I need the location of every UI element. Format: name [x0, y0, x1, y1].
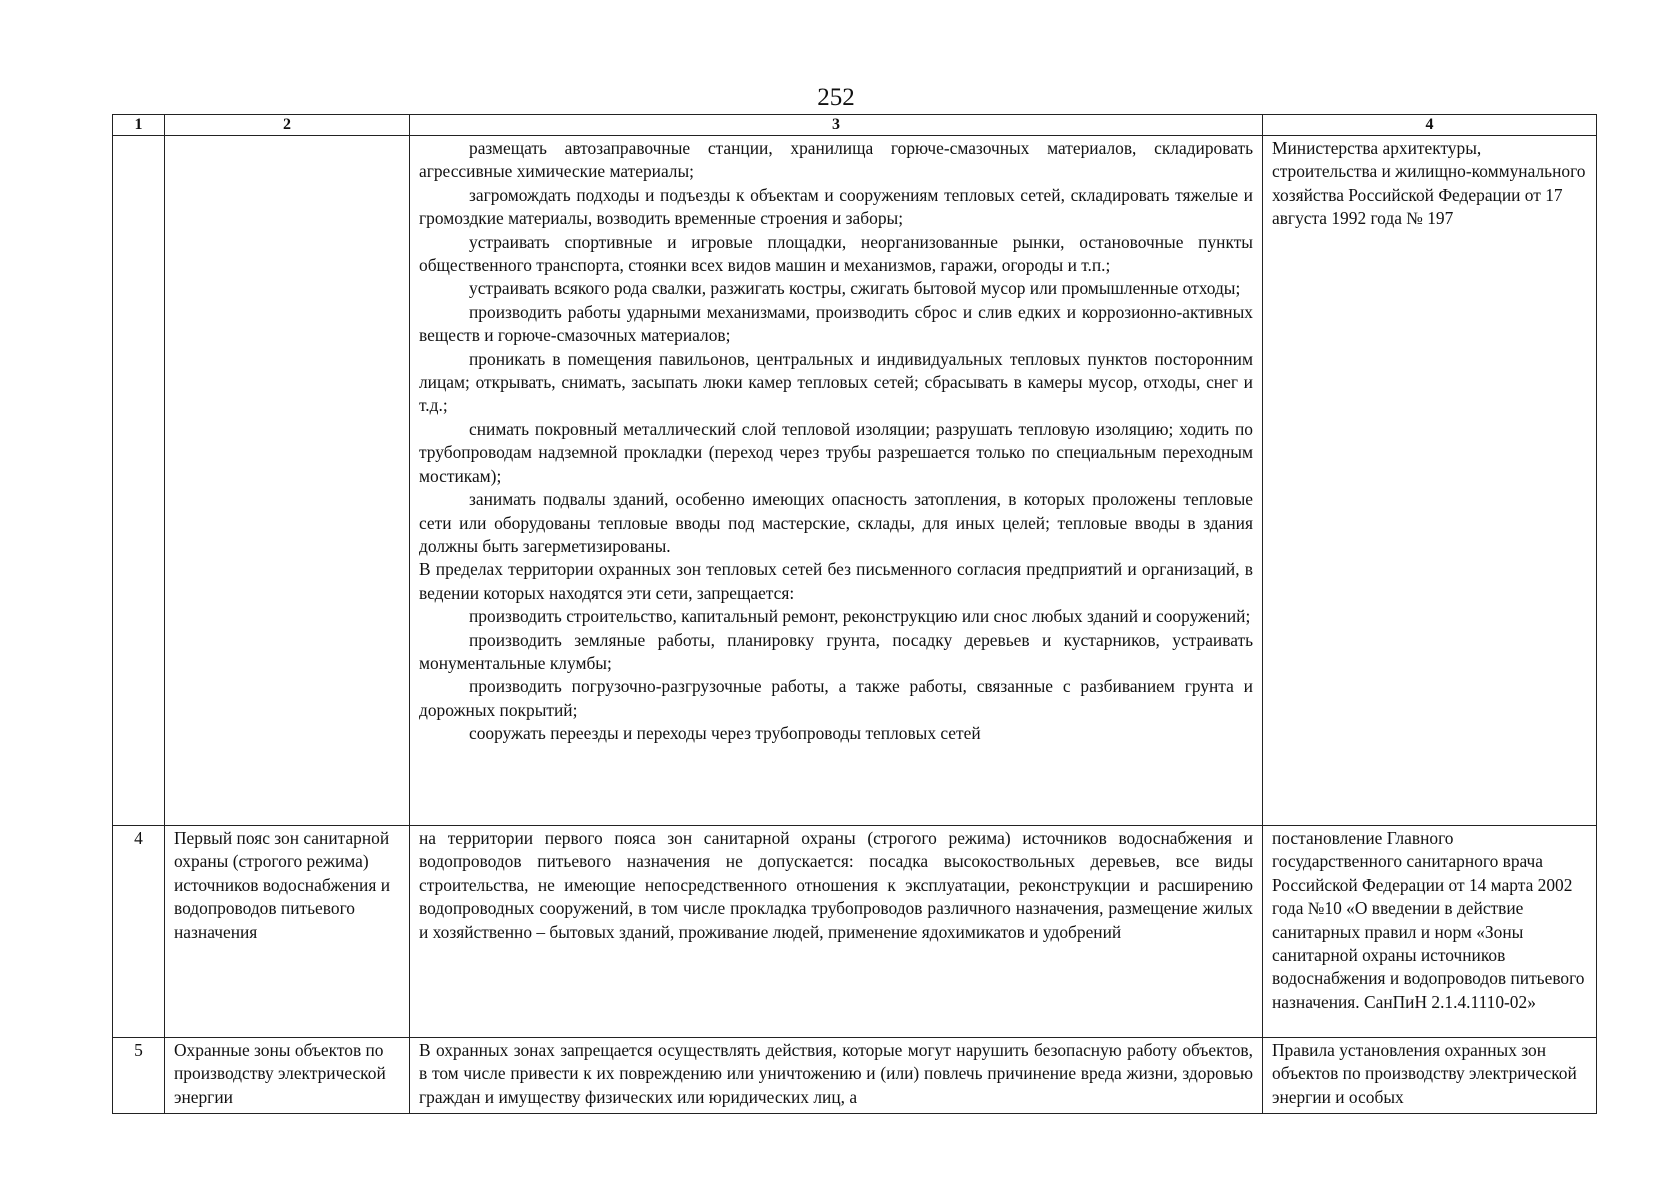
row-number-cell: 5	[113, 1038, 165, 1114]
column-header-1: 1	[113, 115, 165, 136]
zone-name-cell	[165, 1038, 410, 1114]
legal-basis-cell: Министерства архитектуры, строительства и жилищно-коммунального хозяйства Российской Федерации от 17 августа 1992 года № 197	[1263, 136, 1597, 826]
restriction-paragraph: занимать подвалы зданий, особенно имеющих опасность затопления, в которых проложены тепловые сети или оборудованы тепловые вводы под мастерские, склады, для иных целей; тепловые вводы в здания должны быть загерметизированы.	[419, 489, 1253, 556]
restriction-paragraph: В пределах территории охранных зон тепловых сетей без письменного согласия предприятий и организаций, в ведении которых находятся эти сети, запрещается:	[419, 559, 1253, 603]
restrictions-list	[419, 137, 1253, 746]
restriction-paragraph: производить работы ударными механизмами, производить сброс и слив едких и коррозионно-активных веществ и горюче-смазочных материалов;	[419, 301, 1253, 346]
zone-name-cell: Первый пояс зон санитарной охраны (строгого режима) источников водоснабжения и водопроводов питьевого назначения	[165, 826, 410, 1038]
restriction-paragraph: размещать автозаправочные станции, хранилища горюче-смазочных материалов, складировать агрессивные химические материалы;	[419, 138, 1253, 182]
restrictions-text: В охранных зонах запрещается осуществлять действия, которые могут нарушить безопасную работу объектов, в том числе привести к их повреждению или уничтожению и (или) повлечь причинение вреда жизни, здоровью граждан и имуществу физических или юридических лиц, а	[419, 1040, 1253, 1107]
restriction-paragraph: сооружать переезды и переходы через трубопроводы тепловых сетей	[469, 723, 981, 744]
table-row	[113, 1038, 1597, 1114]
legal-basis-cell: постановление Главного государственного санитарного врача Российской Федерации от 14 марта 2002 года №10 «О введении в действие санитарных правил и норм «Зоны санитарной охраны источников водоснабжения и водопроводов питьевого назначения. СанПиН 2.1.4.1110-02»	[1263, 826, 1597, 1038]
table-row-continuation	[113, 136, 1597, 826]
zone-name-text: Охранные зоны объектов по производству электрической энергии	[174, 1040, 386, 1107]
restrictions-cell	[410, 1038, 1263, 1114]
page-number: 252	[817, 84, 855, 111]
restriction-paragraph: снимать покровный металлический слой тепловой изоляции; разрушать тепловую изоляцию; ходить по трубопроводам надземной прокладки (переход через трубы разрешается только по специальным переходным мостикам);	[419, 418, 1253, 486]
restriction-paragraph: устраивать спортивные и игровые площадки, неорганизованные рынки, остановочные пункты общественного транспорта, стоянки всех видов машин и механизмов, гаражи, огороды и т.п.;	[419, 231, 1253, 276]
restrictions-cell: на территории первого пояса зон санитарной охраны (строгого режима) источников водоснабжения и водопроводов питьевого назначения не допускается: посадка высокоствольных деревьев, все виды строительства, не имеющие непосредственного отношения к эксплуатации, реконструкции и расширению водопроводных сооружений, в том числе прокладка трубопроводов различного назначения, размещение жилых и хозяйственно – бытовых зданий, проживание людей, применение ядохимикатов и удобрений	[410, 826, 1263, 1038]
restriction-paragraph: загромождать подходы и подъезды к объектам и сооружениям тепловых сетей, складировать тяжелые и громоздкие материалы, возводить временные строения и заборы;	[419, 184, 1253, 229]
restriction-paragraph: производить строительство, капитальный ремонт, реконструкцию или снос любых зданий и сооружений;	[469, 606, 1251, 627]
zone-name-cell	[165, 136, 410, 826]
row-number-cell: 4	[113, 826, 165, 1038]
column-header-2: 2	[165, 115, 410, 136]
legal-basis-cell	[1263, 1038, 1597, 1114]
restriction-paragraph: устраивать всякого рода свалки, разжигать костры, сжигать бытовой мусор или промышленные отходы;	[469, 278, 1241, 299]
restrictions-cell	[410, 136, 1263, 826]
restriction-paragraph: производить погрузочно-разгрузочные работы, а также работы, связанные с разбиванием грунта и дорожных покрытий;	[419, 676, 1253, 720]
table-header-row	[113, 115, 1597, 136]
restriction-paragraph: производить земляные работы, планировку грунта, посадку деревьев и кустарников, устраивать монументальные клумбы;	[419, 629, 1253, 673]
legal-basis-text: Правила установления охранных зон объектов по производству электрической энергии и особых	[1272, 1040, 1577, 1107]
column-header-4: 4	[1263, 115, 1597, 136]
zones-table	[112, 114, 1597, 1114]
restriction-paragraph: проникать в помещения павильонов, центральных и индивидуальных тепловых пунктов посторонним лицам; открывать, снимать, засыпать люки камер тепловых сетей; сбрасывать в камеры мусор, отходы, снег и т.д.;	[419, 348, 1253, 416]
table-row	[113, 826, 1597, 1038]
column-header-3: 3	[410, 115, 1263, 136]
row-number-cell	[113, 136, 165, 826]
